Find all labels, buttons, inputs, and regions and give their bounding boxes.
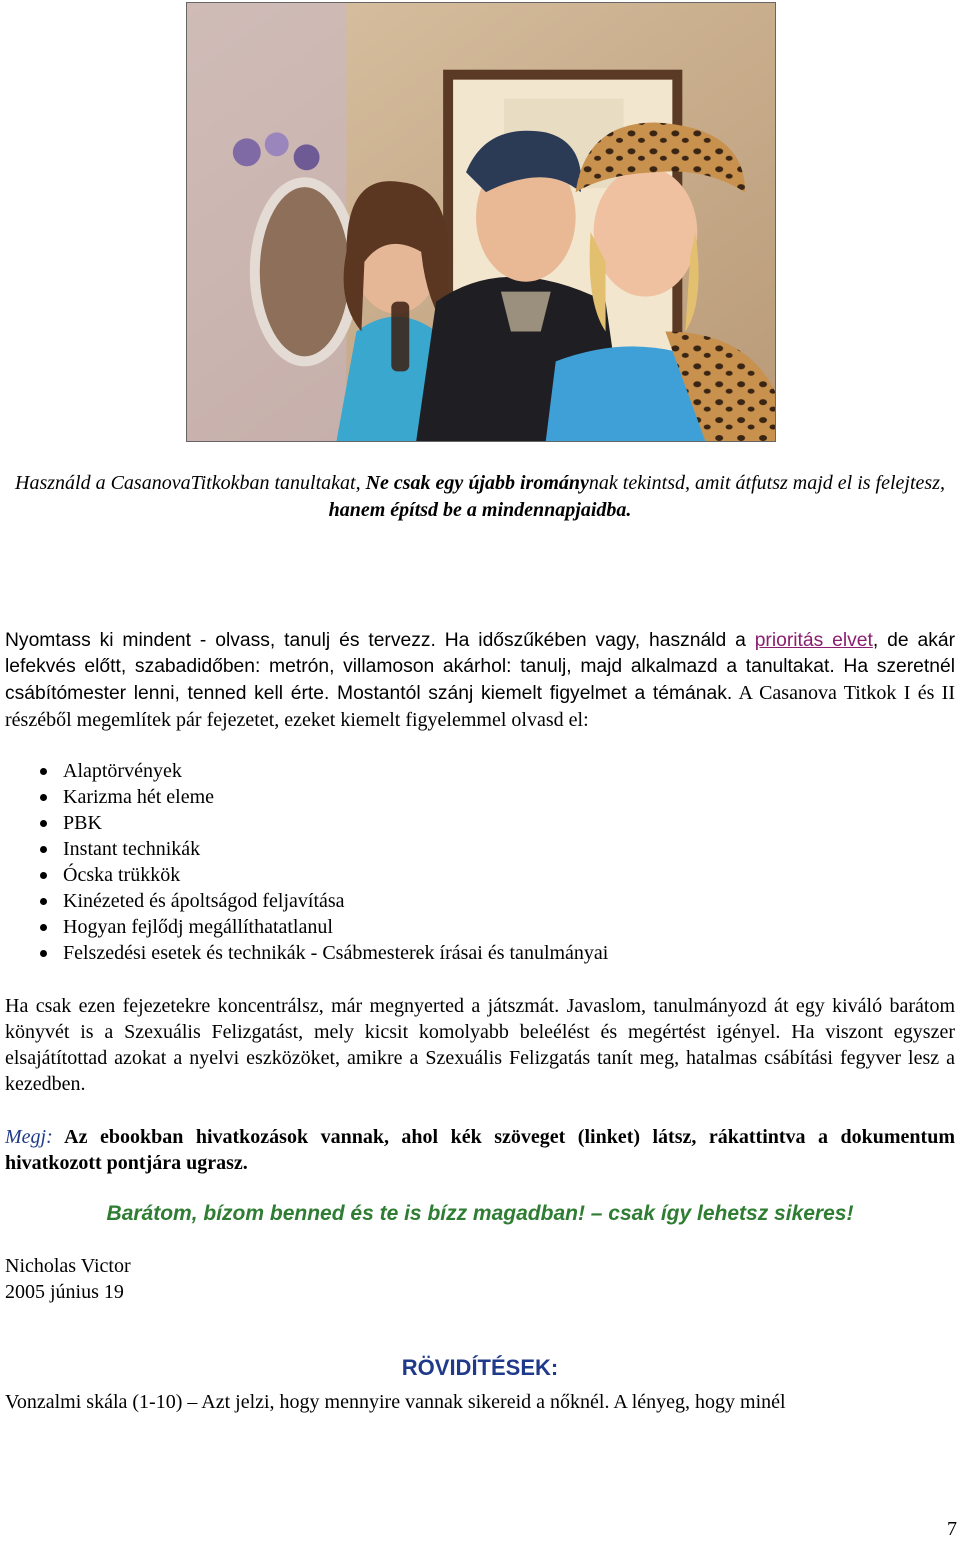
list-item: Alaptörvények: [40, 758, 608, 784]
intro-text-1: Használd a CasanovaTitkokban tanultakat,: [15, 472, 366, 494]
priority-principle-link[interactable]: prioritás elvet: [754, 630, 873, 651]
motto: Barátom, bízom benned és te is bízz magadban! – csak így lehetsz sikeres!: [106, 1202, 854, 1225]
abbreviation-entry: Vonzalmi skála (1-10) – Azt jelzi, hogy mennyire vannak sikereid a nőknél. A lényeg, hogy minél: [5, 1391, 786, 1413]
page-number: 7: [947, 1518, 957, 1540]
chapter-list: [40, 758, 608, 966]
paragraph1-text-cont: , de akár lefekvés előtt, szabadidőben: metrón, villamoson akárhol: tanulj, majd alkalmazd a tanultakat. Ha szeretnél csábítómester lenni, tenned kell érte. Mostantól szánj kiemelt figyelmet a témának.: [5, 630, 955, 704]
paragraph1-text: Nyomtass ki mindent - olvass, tanulj és tervezz. Ha időszűkében vagy, használd a: [5, 630, 755, 651]
list-item: Kinézeted és ápoltságod feljavítása: [40, 888, 608, 914]
author-name: Nicholas Victor: [5, 1255, 131, 1277]
intro-emphasis-3: hanem építsd be a mindennapjaidba.: [328, 499, 632, 521]
paragraph1-serif-tail: A Casanova Titkok I és II részéből megemlítek pár fejezetet, ezeket kiemelt figyelemmel olvasd el:: [5, 682, 955, 731]
intro-text-2: nak tekintsd: [588, 472, 685, 494]
intro-emphasis-1: Ne csak egy újabb iromány: [365, 472, 589, 494]
recommendation-paragraph: Ha csak ezen fejezetekre koncentrálsz, már megnyerted a játszmát. Javaslom, tanulmányozd át egy kiváló barátom könyvét is a Szexuális Felizgatást, mely kicsit komolyabb beleélést és megértést igényel. Ha viszont egyszer elsajátítottad azokat a nyelvi eszközöket, amikre a Szexuális Felizgatás tanít meg, hatalmas csábítási fegyver lesz a kezedben.: [5, 995, 955, 1095]
cover-photo: [186, 2, 776, 442]
list-item: Ócska trükkök: [40, 862, 608, 888]
note-text: Az ebookban hivatkozások vannak, ahol kék szöveget (linket) látsz, rákattintva a dokumentum hivatkozott pontjára ugrasz.: [5, 1126, 955, 1174]
list-item: Karizma hét eleme: [40, 784, 608, 810]
list-item: Instant technikák: [40, 836, 608, 862]
signature: [5, 1253, 131, 1305]
list-item: PBK: [40, 810, 608, 836]
intro-paragraph: [5, 628, 955, 734]
list-item: Felszedési esetek és technikák - Csábmesterek írásai és tanulmányai: [40, 940, 608, 966]
abbreviations-heading: RÖVIDÍTÉSEK:: [401, 1355, 559, 1380]
note-paragraph: [5, 1124, 955, 1176]
signature-date: 2005 június 19: [5, 1281, 124, 1303]
intro-quote: [12, 470, 948, 524]
intro-text-3: , amit átfutsz majd el is felejtesz,: [684, 472, 945, 494]
list-item: Hogyan fejlődj megállíthatatlanul: [40, 914, 608, 940]
note-label: Megj:: [5, 1126, 53, 1148]
photo-illustration: [187, 3, 775, 441]
